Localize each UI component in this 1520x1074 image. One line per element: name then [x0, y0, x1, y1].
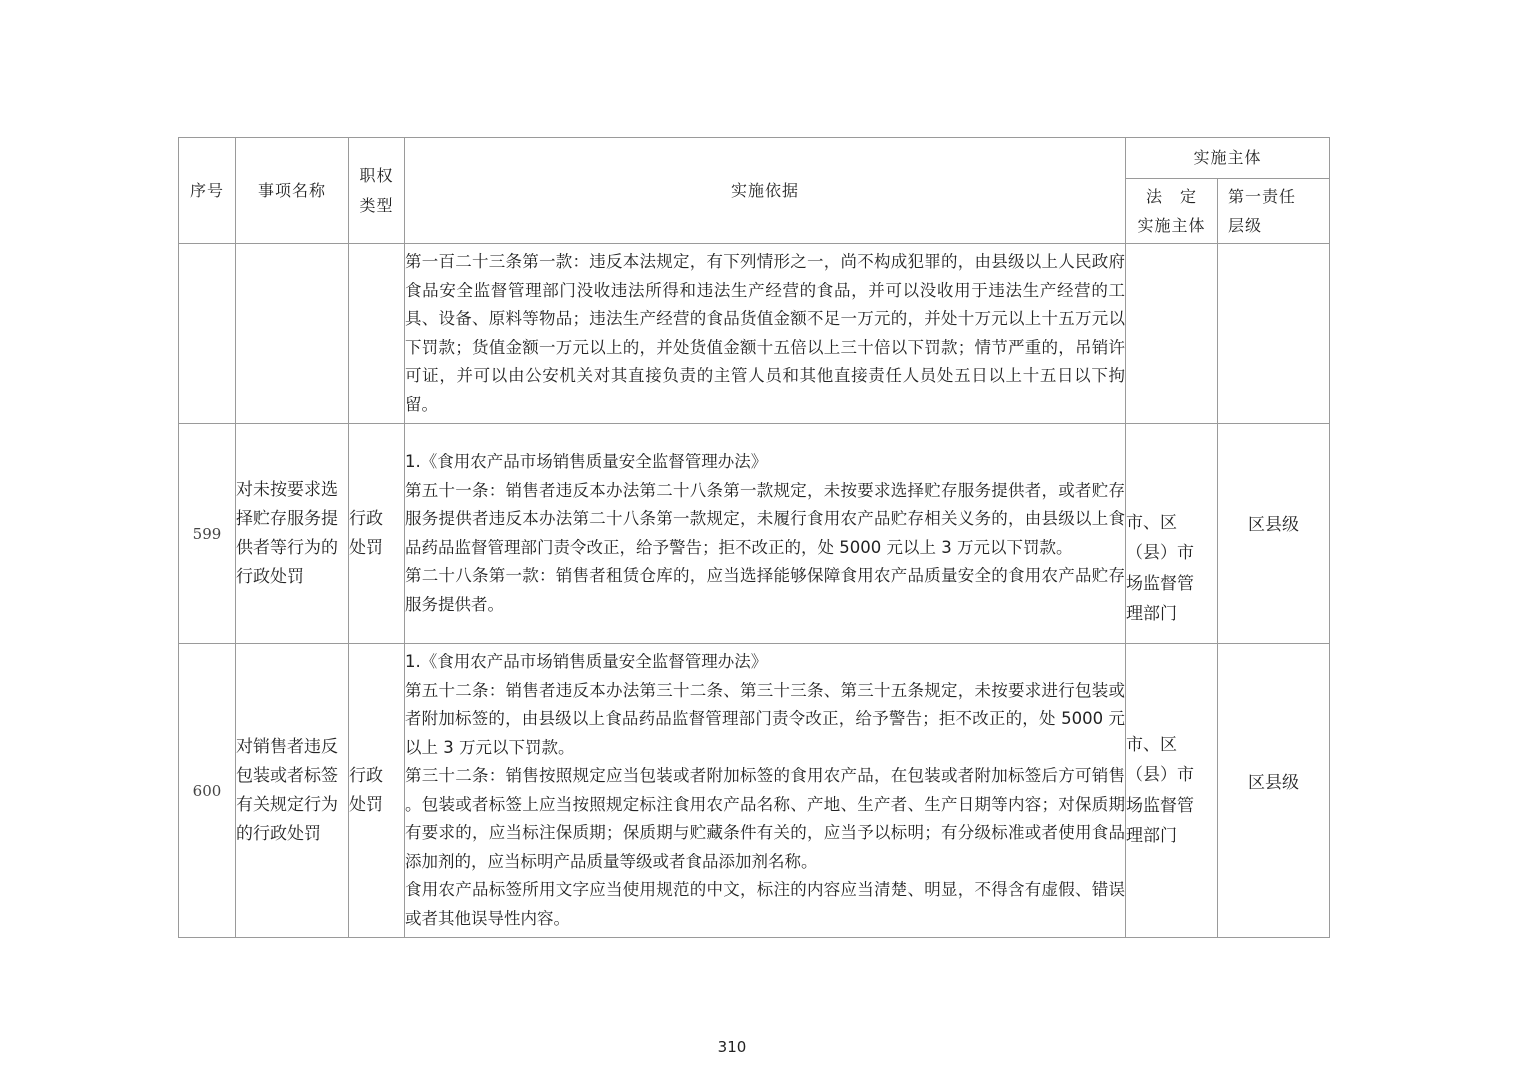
basis-paragraph: 1.《食用农产品市场销售质量安全监督管理办法》: [405, 652, 768, 671]
row-seq: 599: [179, 424, 236, 644]
row-name: 对未按要求选择贮存服务提供者等行为的行政处罚: [236, 424, 349, 644]
row-type: [349, 244, 405, 424]
row-basis: [405, 424, 1126, 644]
header-seq: 序号: [179, 138, 236, 244]
table-row: [179, 244, 1330, 424]
header-subject: 实施主体: [1126, 138, 1330, 179]
row-subject-label: 市、区（县）市场监督管理部门: [1126, 734, 1194, 846]
row-level: [1218, 424, 1330, 644]
basis-paragraph: 第五十一条：销售者违反本办法第二十八条第一款规定，未按要求选择贮存服务提供者，或者贮存服务提供者违反本办法第二十八条第一款规定，未履行食用农产品贮存相关义务的，由县级以上食品药品监督管理部门责令改正，给予警告；拒不改正的，处 5000 元以上 3 万元以下罚款。: [405, 480, 1125, 557]
row-type-label: 行政处罚: [349, 508, 383, 558]
row-name: [236, 244, 349, 424]
basis-paragraph: 1.《食用农产品市场销售质量安全监督管理办法》: [405, 452, 768, 471]
row-basis: [405, 644, 1126, 938]
row-level-label: 区县级: [1248, 515, 1299, 535]
row-subject: [1126, 424, 1218, 644]
basis-paragraph: 第三十二条：销售按照规定应当包装或者附加标签的食用农产品，在包装或者附加标签后方可销售 。包装或者标签上应当按照规定标注食用农产品名称、产地、生产者、生产日期等内容；对保质期有要求的，应当标注保质期；保质期与贮藏条件有关的，应当予以标明；有分级标准或者使用食品添加剂的，应当标明产品质量等级或者食品添加剂名称。: [405, 766, 1125, 871]
header-first-level: 第一责任 层级: [1218, 179, 1330, 244]
basis-paragraph: 第五十二条：销售者违反本办法第三十二条、第三十三条、第三十五条规定，未按要求进行包装或者附加标签的，由县级以上食品药品监督管理部门责令改正，给予警告；拒不改正的，处 5000 元以上 3 万元以下罚款。: [405, 680, 1125, 757]
row-seq: 600: [179, 644, 236, 938]
regulation-table: [178, 137, 1330, 938]
row-subject: [1126, 644, 1218, 938]
header-basis: 实施依据: [405, 138, 1126, 244]
row-type: [349, 424, 405, 644]
row-basis: [405, 244, 1126, 424]
basis-paragraph: 食用农产品标签所用文字应当使用规范的中文，标注的内容应当清楚、明显，不得含有虚假、错误或者其他误导性内容。: [405, 880, 1125, 928]
row-name: 对销售者违反包装或者标签有关规定行为的行政处罚: [236, 644, 349, 938]
basis-paragraph: 第一百二十三条第一款：违反本法规定，有下列情形之一，尚不构成犯罪的，由县级以上人民政府食品安全监督管理部门没收违法所得和违法生产经营的食品，并可以没收用于违法生产经营的工具、设备、原料等物品；违法生产经营的食品货值金额不足一万元的，并处十万元以上十五万元以下罚款；货值金额一万元以上的，并处货值金额十五倍以上三十倍以下罚款；情节严重的，吊销许可证，并可以由公安机关对其直接负责的主管人员和其他直接责任人员处五日以上十五日以下拘留。: [405, 252, 1125, 414]
basis-paragraph: 第二十八条第一款：销售者租赁仓库的，应当选择能够保障食用农产品质量安全的食用农产品贮存服务提供者。: [405, 566, 1125, 614]
row-level-label: 区县级: [1248, 773, 1299, 793]
header-legal-subject: 法 定 实施主体: [1126, 179, 1218, 244]
row-subject-label: 市、区（县）市场监督管理部门: [1126, 512, 1194, 624]
table-row: [179, 644, 1330, 938]
row-subject: [1126, 244, 1218, 424]
table-row: [179, 424, 1330, 644]
row-level: [1218, 644, 1330, 938]
row-type-label: 行政处罚: [349, 765, 383, 815]
header-power-type: [349, 138, 405, 244]
row-type: [349, 644, 405, 938]
page-number: 310: [717, 1038, 747, 1056]
row-seq: [179, 244, 236, 424]
row-level: [1218, 244, 1330, 424]
header-item-name: 事项名称: [236, 138, 349, 244]
header-power-type-label: 职权类型: [359, 165, 394, 215]
